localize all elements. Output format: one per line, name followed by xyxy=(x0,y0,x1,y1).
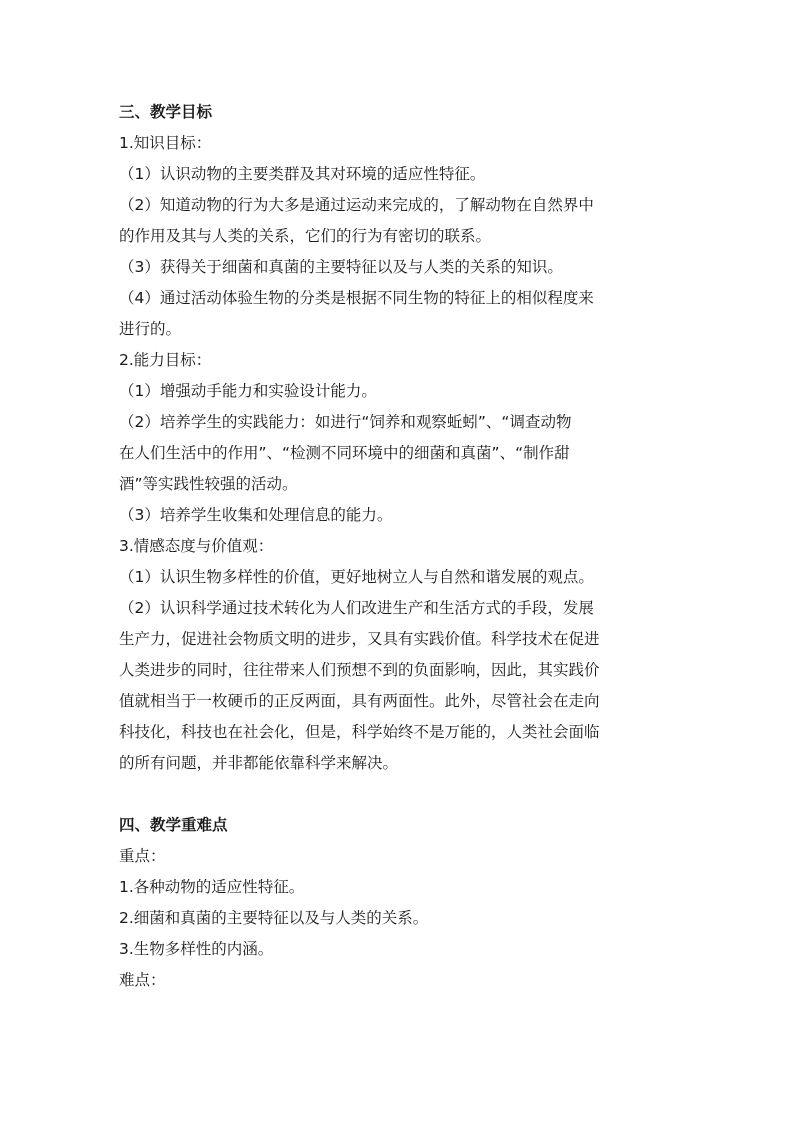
ability-item-2-line-1: （2）培养学生的实践能力：如进行“饲养和观察蚯蚓”、“调查动物 xyxy=(119,413,572,431)
key-point-1: 1.各种动物的适应性特征。 xyxy=(119,878,305,896)
attitude-item-2-line-5: 科技化，科技也在社会化，但是，科学始终不是万能的，人类社会面临 xyxy=(119,723,600,741)
knowledge-item-4-line-2: 进行的。 xyxy=(119,320,182,338)
attitude-item-2-line-1: （2）认识科学通过技术转化为人们改进生产和生活方式的手段，发展 xyxy=(119,599,594,617)
ability-item-2-line-2: 在人们生活中的作用”、“检测不同环境中的细菌和真菌”、“制作甜 xyxy=(119,444,570,462)
ability-goal-label: 2.能力目标： xyxy=(119,351,212,369)
ability-item-2-line-3: 酒”等实践性较强的活动。 xyxy=(119,475,298,493)
attitude-item-2-line-2: 生产力，促进社会物质文明的进步，又具有实践价值。科学技术在促进 xyxy=(119,630,600,648)
document-body xyxy=(119,97,679,996)
ability-item-3: （3）培养学生收集和处理信息的能力。 xyxy=(119,506,393,524)
section-spacer xyxy=(119,779,679,810)
knowledge-item-3: （3）获得关于细菌和真菌的主要特征以及与人类的关系的知识。 xyxy=(119,258,563,276)
attitude-item-2-line-4: 值就相当于一枚硬币的正反两面，具有两面性。此外，尽管社会在走向 xyxy=(119,692,600,710)
key-points-label: 重点： xyxy=(119,847,166,865)
knowledge-item-2-line-1: （2）知道动物的行为大多是通过运动来完成的，了解动物在自然界中 xyxy=(119,196,594,214)
attitude-item-2-line-6: 的所有问题，并非都能依靠科学来解决。 xyxy=(119,754,399,772)
knowledge-item-1: （1）认识动物的主要类群及其对环境的适应性特征。 xyxy=(119,165,486,183)
section-heading-key-difficult-points: 四、教学重难点 xyxy=(119,816,228,834)
knowledge-item-4-line-1: （4）通过活动体验生物的分类是根据不同生物的特征上的相似程度来 xyxy=(119,289,594,307)
attitude-item-1: （1）认识生物多样性的价值，更好地树立人与自然和谐发展的观点。 xyxy=(119,568,594,586)
difficult-points-label: 难点： xyxy=(119,971,166,989)
knowledge-goal-label: 1.知识目标： xyxy=(119,134,212,152)
knowledge-item-2-line-2: 的作用及其与人类的关系，它们的行为有密切的联系。 xyxy=(119,227,492,245)
attitude-goal-label: 3.情感态度与价值观： xyxy=(119,537,274,555)
ability-item-1: （1）增强动手能力和实验设计能力。 xyxy=(119,382,377,400)
key-point-2: 2.细菌和真菌的主要特征以及与人类的关系。 xyxy=(119,909,429,927)
key-point-3: 3.生物多样性的内涵。 xyxy=(119,940,274,958)
section-heading-teaching-goals: 三、教学目标 xyxy=(119,103,213,121)
attitude-item-2-line-3: 人类进步的同时，往往带来人们预想不到的负面影响，因此，其实践价 xyxy=(119,661,600,679)
